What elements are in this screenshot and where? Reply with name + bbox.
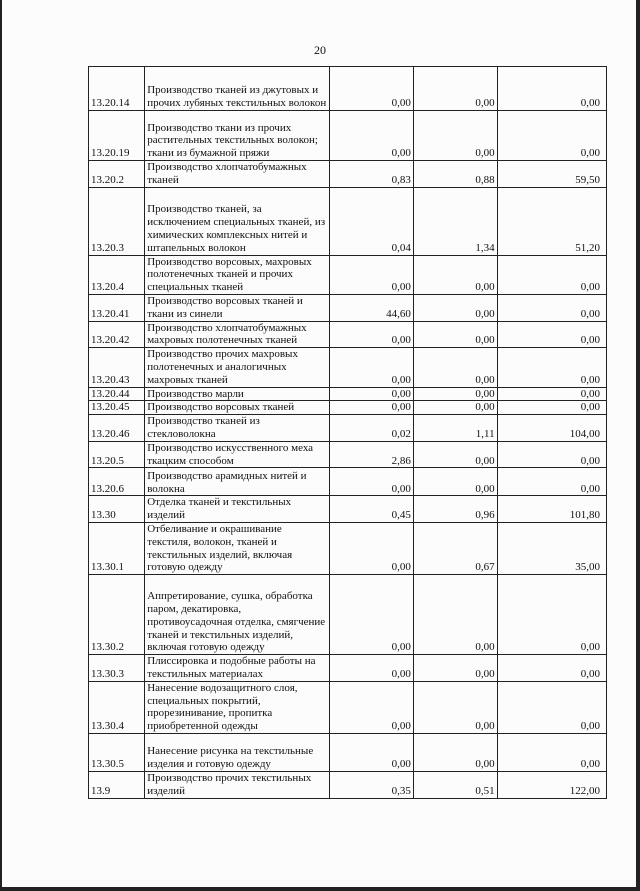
row-value-3: 0,00: [497, 255, 606, 294]
row-value-2: 0,00: [413, 255, 497, 294]
row-value-1: 2,86: [330, 441, 414, 468]
row-value-3: 104,00: [497, 415, 606, 442]
row-value-3: 0,00: [497, 348, 606, 387]
row-name: Производство ворсовых, махровых полотенечных тканей и прочих специальных тканей: [145, 255, 330, 294]
table-row: [89, 321, 607, 348]
row-name: Производство ткани из прочих растительных текстильных волокон; ткани из бумажной пряжи: [145, 111, 330, 161]
row-value-2: 0,51: [413, 771, 497, 798]
row-name: Отбеливание и окрашивание текстиля, волокон, тканей и текстильных изделий, включая готовую одежду: [145, 522, 330, 574]
row-name: Производство ворсовых тканей: [145, 401, 330, 415]
row-code: 13.20.45: [89, 401, 145, 415]
row-value-1: 0,04: [330, 187, 414, 255]
row-value-1: 0,45: [330, 496, 414, 523]
row-value-2: 0,00: [413, 111, 497, 161]
row-value-1: 0,00: [330, 733, 414, 771]
row-code: 13.30.3: [89, 655, 145, 682]
row-value-2: 0,67: [413, 522, 497, 574]
table-row: [89, 733, 607, 771]
table-row: [89, 468, 607, 496]
row-name: Производство тканей, за исключением специальных тканей, из химических комплексных нитей и штапельных волокон: [145, 187, 330, 255]
row-value-1: 0,00: [330, 468, 414, 496]
row-code: 13.30: [89, 496, 145, 523]
row-value-1: 0,00: [330, 111, 414, 161]
row-code: 13.20.2: [89, 161, 145, 188]
row-code: 13.30.1: [89, 522, 145, 574]
row-value-3: 0,00: [497, 655, 606, 682]
row-code: 13.20.3: [89, 187, 145, 255]
table-row: [89, 387, 607, 401]
row-value-1: 0,00: [330, 387, 414, 401]
row-value-3: 0,00: [497, 321, 606, 348]
row-value-3: 0,00: [497, 387, 606, 401]
table-row: [89, 161, 607, 188]
row-value-1: 0,00: [330, 401, 414, 415]
row-name: Производство хлопчатобумажных тканей: [145, 161, 330, 188]
scan-border-left: [0, 0, 2, 891]
row-name: Производство прочих текстильных изделий: [145, 771, 330, 798]
table-row: [89, 255, 607, 294]
row-name: Производство ворсовых тканей и ткани из синели: [145, 294, 330, 321]
row-value-2: 0,00: [413, 67, 497, 111]
row-value-1: 0,02: [330, 415, 414, 442]
row-value-2: 0,96: [413, 496, 497, 523]
row-value-3: 0,00: [497, 681, 606, 733]
row-value-3: 0,00: [497, 294, 606, 321]
table-row: [89, 294, 607, 321]
row-value-2: 0,00: [413, 348, 497, 387]
row-code: 13.20.43: [89, 348, 145, 387]
row-value-1: 0,00: [330, 348, 414, 387]
row-value-3: 0,00: [497, 67, 606, 111]
row-code: 13.30.4: [89, 681, 145, 733]
row-code: 13.20.5: [89, 441, 145, 468]
row-value-1: 0,00: [330, 67, 414, 111]
row-code: 13.30.2: [89, 575, 145, 655]
row-value-1: 0,00: [330, 681, 414, 733]
row-name: Нанесение водозащитного слоя, специальных покрытий, прорезинивание, пропитка приобретенной одежды: [145, 681, 330, 733]
row-name: Аппретирование, сушка, обработка паром, декатировка, противоусадочная отделка, смягчение тканей и текстильных изделий, включая готовую одежду: [145, 575, 330, 655]
row-code: 13.20.14: [89, 67, 145, 111]
row-name: Производство прочих махровых полотенечных и аналогичных махровых тканей: [145, 348, 330, 387]
row-value-3: 0,00: [497, 111, 606, 161]
row-code: 13.20.46: [89, 415, 145, 442]
table-row: [89, 187, 607, 255]
row-value-2: 0,00: [413, 655, 497, 682]
row-value-2: 0,88: [413, 161, 497, 188]
row-value-2: 0,00: [413, 468, 497, 496]
row-value-3: 101,80: [497, 496, 606, 523]
row-name: Производство тканей из стекловолокна: [145, 415, 330, 442]
row-name: Производство хлопчатобумажных махровых полотенечных тканей: [145, 321, 330, 348]
table-row: [89, 522, 607, 574]
row-value-1: 0,00: [330, 655, 414, 682]
row-name: Производство искусственного меха ткацким способом: [145, 441, 330, 468]
table-row: [89, 575, 607, 655]
row-value-3: 122,00: [497, 771, 606, 798]
row-name: Производство арамидных нитей и волокна: [145, 468, 330, 496]
row-code: 13.20.4: [89, 255, 145, 294]
row-value-3: 51,20: [497, 187, 606, 255]
row-value-2: 0,00: [413, 401, 497, 415]
row-name: Нанесение рисунка на текстильные изделия и готовую одежду: [145, 733, 330, 771]
row-value-3: 35,00: [497, 522, 606, 574]
row-value-2: 0,00: [413, 294, 497, 321]
row-value-1: 0,00: [330, 255, 414, 294]
table-row: [89, 441, 607, 468]
row-code: 13.9: [89, 771, 145, 798]
row-code: 13.20.41: [89, 294, 145, 321]
table-row: [89, 496, 607, 523]
row-value-3: 0,00: [497, 441, 606, 468]
table-row: [89, 655, 607, 682]
row-value-3: 0,00: [497, 401, 606, 415]
row-value-1: 0,00: [330, 575, 414, 655]
row-value-3: 0,00: [497, 468, 606, 496]
row-value-2: 0,00: [413, 387, 497, 401]
scan-border-bottom: [0, 887, 640, 891]
row-value-2: 1,11: [413, 415, 497, 442]
table-row: [89, 401, 607, 415]
row-value-1: 0,35: [330, 771, 414, 798]
row-code: 13.20.44: [89, 387, 145, 401]
row-value-3: 59,50: [497, 161, 606, 188]
row-name: Производство марли: [145, 387, 330, 401]
row-value-2: 0,00: [413, 733, 497, 771]
table-row: [89, 67, 607, 111]
row-code: 13.20.19: [89, 111, 145, 161]
activity-table: [88, 66, 607, 799]
row-value-2: 1,34: [413, 187, 497, 255]
table-row: [89, 348, 607, 387]
table-row: [89, 415, 607, 442]
scan-border-right: [636, 0, 640, 891]
row-value-2: 0,00: [413, 575, 497, 655]
row-code: 13.20.6: [89, 468, 145, 496]
row-value-2: 0,00: [413, 441, 497, 468]
page-number: 20: [314, 43, 326, 57]
row-name: Отделка тканей и текстильных изделий: [145, 496, 330, 523]
table-row: [89, 771, 607, 798]
row-value-3: 0,00: [497, 733, 606, 771]
table-row: [89, 681, 607, 733]
table-body: [89, 67, 607, 799]
row-value-2: 0,00: [413, 681, 497, 733]
row-code: 13.20.42: [89, 321, 145, 348]
row-value-1: 0,83: [330, 161, 414, 188]
row-value-2: 0,00: [413, 321, 497, 348]
row-code: 13.30.5: [89, 733, 145, 771]
row-value-3: 0,00: [497, 575, 606, 655]
table-row: [89, 111, 607, 161]
row-name: Производство тканей из джутовых и прочих лубяных текстильных волокон: [145, 67, 330, 111]
row-name: Плиссировка и подобные работы на текстильных материалах: [145, 655, 330, 682]
row-value-1: 0,00: [330, 321, 414, 348]
row-value-1: 44,60: [330, 294, 414, 321]
row-value-1: 0,00: [330, 522, 414, 574]
